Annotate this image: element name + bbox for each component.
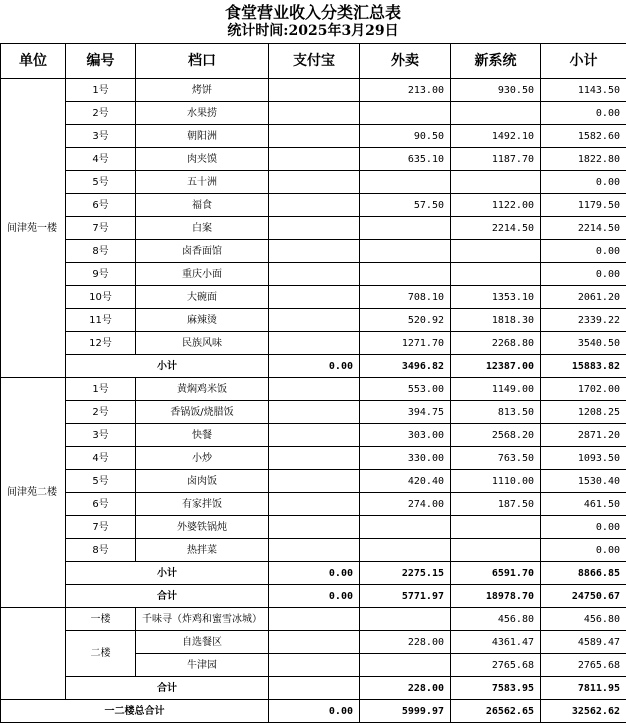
stall-name: 牛津园 <box>136 654 269 677</box>
alipay-value <box>269 493 360 516</box>
subtotal-row-floor2 <box>1 562 626 585</box>
table-row <box>1 401 626 424</box>
takeout-value <box>360 102 451 125</box>
table-row <box>1 309 626 332</box>
takeout-value: 553.00 <box>360 378 451 401</box>
takeout-value: 274.00 <box>360 493 451 516</box>
alipay-value <box>269 309 360 332</box>
header-row <box>1 44 626 79</box>
takeout-value <box>360 171 451 194</box>
row-number: 2号 <box>66 102 136 125</box>
alipay-value <box>269 263 360 286</box>
newsys-value: 2268.80 <box>451 332 541 355</box>
stall-name: 香锅饭/烧腊饭 <box>136 401 269 424</box>
table-row <box>1 447 626 470</box>
unit-cell-other <box>1 608 66 700</box>
subtotal-value: 1702.00 <box>541 378 626 401</box>
table-row <box>1 240 626 263</box>
table-row <box>1 263 626 286</box>
alipay-value <box>269 378 360 401</box>
col-header-takeout: 外卖 <box>360 44 451 79</box>
stall-name: 卤香面馆 <box>136 240 269 263</box>
newsys-grand-total: 26562.65 <box>451 700 541 723</box>
row-number: 6号 <box>66 493 136 516</box>
stall-name: 卤肉饭 <box>136 470 269 493</box>
grand-total-value: 32562.62 <box>541 700 626 723</box>
takeout-value <box>360 608 451 631</box>
subtotal-value: 461.50 <box>541 493 626 516</box>
newsys-value <box>451 240 541 263</box>
newsys-value: 187.50 <box>451 493 541 516</box>
table-row <box>1 102 626 125</box>
newsys-value <box>451 102 541 125</box>
stall-name: 水果捞 <box>136 102 269 125</box>
subtotal-value: 2765.68 <box>541 654 626 677</box>
stall-name: 朝阳洲 <box>136 125 269 148</box>
takeout-value: 520.92 <box>360 309 451 332</box>
table-row <box>1 516 626 539</box>
row-number: 1号 <box>66 79 136 102</box>
table-row <box>1 286 626 309</box>
stall-name: 小炒 <box>136 447 269 470</box>
newsys-value <box>451 539 541 562</box>
alipay-value <box>269 516 360 539</box>
newsys-value <box>451 263 541 286</box>
alipay-value <box>269 631 360 654</box>
stall-name: 肉夹馍 <box>136 148 269 171</box>
row-number: 4号 <box>66 447 136 470</box>
col-header-subtotal: 小计 <box>541 44 626 79</box>
row-number: 9号 <box>66 263 136 286</box>
stall-name: 烤饼 <box>136 79 269 102</box>
newsys-value: 930.50 <box>451 79 541 102</box>
alipay-value <box>269 539 360 562</box>
row-number: 10号 <box>66 286 136 309</box>
stall-name: 快餐 <box>136 424 269 447</box>
row-number: 6号 <box>66 194 136 217</box>
subtotal-value: 1582.60 <box>541 125 626 148</box>
stall-name: 五十洲 <box>136 171 269 194</box>
takeout-value: 228.00 <box>360 631 451 654</box>
subtotal-value: 1822.80 <box>541 148 626 171</box>
takeout-value: 90.50 <box>360 125 451 148</box>
alipay-value <box>269 401 360 424</box>
col-header-alipay: 支付宝 <box>269 44 360 79</box>
summary-table <box>0 43 626 723</box>
row-number: 12号 <box>66 332 136 355</box>
row-number: 8号 <box>66 539 136 562</box>
alipay-total: 0.00 <box>269 355 360 378</box>
newsys-value <box>451 516 541 539</box>
alipay-value <box>269 79 360 102</box>
newsys-value: 1353.10 <box>451 286 541 309</box>
stall-name: 大碗面 <box>136 286 269 309</box>
takeout-value <box>360 263 451 286</box>
alipay-value <box>269 148 360 171</box>
row-number: 3号 <box>66 125 136 148</box>
alipay-total: 0.00 <box>269 585 360 608</box>
takeout-value <box>360 539 451 562</box>
newsys-value: 1818.30 <box>451 309 541 332</box>
alipay-value <box>269 102 360 125</box>
col-header-unit: 单位 <box>1 44 66 79</box>
subtotal-label: 小计 <box>66 562 269 585</box>
table-row <box>1 631 626 654</box>
takeout-total: 5771.97 <box>360 585 451 608</box>
stall-name: 重庆小面 <box>136 263 269 286</box>
alipay-value <box>269 424 360 447</box>
table-row <box>1 493 626 516</box>
takeout-value <box>360 654 451 677</box>
takeout-total: 228.00 <box>360 677 451 700</box>
takeout-value: 303.00 <box>360 424 451 447</box>
row-total: 15883.82 <box>541 355 626 378</box>
row-number: 二楼 <box>66 631 136 677</box>
subtotal-value: 0.00 <box>541 539 626 562</box>
alipay-value <box>269 217 360 240</box>
subtotal-label: 小计 <box>66 355 269 378</box>
row-number: 7号 <box>66 516 136 539</box>
alipay-value <box>269 470 360 493</box>
table-row <box>1 79 626 102</box>
stall-name: 麻辣烫 <box>136 309 269 332</box>
subtotal-value: 2339.22 <box>541 309 626 332</box>
newsys-total: 7583.95 <box>451 677 541 700</box>
col-header-stall: 档口 <box>136 44 269 79</box>
subtotal-value: 2061.20 <box>541 286 626 309</box>
total-row-section2 <box>1 585 626 608</box>
newsys-value: 1492.10 <box>451 125 541 148</box>
stall-name: 福食 <box>136 194 269 217</box>
row-total: 24750.67 <box>541 585 626 608</box>
takeout-value: 330.00 <box>360 447 451 470</box>
subtotal-value: 1530.40 <box>541 470 626 493</box>
table-row <box>1 194 626 217</box>
unit-cell-floor1: 间津苑一楼 <box>1 79 66 378</box>
newsys-value: 4361.47 <box>451 631 541 654</box>
alipay-total <box>269 677 360 700</box>
subtotal-value: 1143.50 <box>541 79 626 102</box>
takeout-total: 2275.15 <box>360 562 451 585</box>
row-number: 5号 <box>66 171 136 194</box>
stall-name: 外婆铁锅炖 <box>136 516 269 539</box>
table-row <box>1 470 626 493</box>
newsys-value: 1110.00 <box>451 470 541 493</box>
row-number: 2号 <box>66 401 136 424</box>
alipay-value <box>269 654 360 677</box>
takeout-value <box>360 516 451 539</box>
alipay-total: 0.00 <box>269 562 360 585</box>
newsys-total: 6591.70 <box>451 562 541 585</box>
row-number: 5号 <box>66 470 136 493</box>
takeout-value: 708.10 <box>360 286 451 309</box>
newsys-value: 813.50 <box>451 401 541 424</box>
total-label: 合计 <box>66 585 269 608</box>
newsys-value: 456.80 <box>451 608 541 631</box>
row-number: 4号 <box>66 148 136 171</box>
table-row <box>1 148 626 171</box>
takeout-value: 635.10 <box>360 148 451 171</box>
row-total: 7811.95 <box>541 677 626 700</box>
alipay-grand-total: 0.00 <box>269 700 360 723</box>
newsys-value: 2765.68 <box>451 654 541 677</box>
grand-total-label: 一二楼总合计 <box>1 700 269 723</box>
subtotal-value: 2871.20 <box>541 424 626 447</box>
newsys-value: 2568.20 <box>451 424 541 447</box>
report-date: 统计时间:2025年3月29日 <box>0 22 626 41</box>
col-header-number: 编号 <box>66 44 136 79</box>
report-title: 食堂营业收入分类汇总表 <box>0 3 626 22</box>
takeout-value <box>360 217 451 240</box>
newsys-value <box>451 171 541 194</box>
takeout-value: 213.00 <box>360 79 451 102</box>
alipay-value <box>269 194 360 217</box>
alipay-value <box>269 608 360 631</box>
unit-cell-floor2: 间津苑二楼 <box>1 378 66 608</box>
takeout-total: 3496.82 <box>360 355 451 378</box>
row-number: 7号 <box>66 217 136 240</box>
takeout-value <box>360 240 451 263</box>
stall-name: 千味寻（炸鸡和蜜雪冰城） <box>136 608 269 631</box>
table-row <box>1 608 626 631</box>
newsys-value: 763.50 <box>451 447 541 470</box>
table-row <box>1 378 626 401</box>
stall-name: 自选餐区 <box>136 631 269 654</box>
newsys-total: 18978.70 <box>451 585 541 608</box>
total-label: 合计 <box>66 677 269 700</box>
table-row <box>1 332 626 355</box>
subtotal-value: 0.00 <box>541 516 626 539</box>
table-row <box>1 424 626 447</box>
subtotal-value: 4589.47 <box>541 631 626 654</box>
stall-name: 白案 <box>136 217 269 240</box>
stall-name: 热拌菜 <box>136 539 269 562</box>
newsys-value: 1187.70 <box>451 148 541 171</box>
stall-name: 有家拌饭 <box>136 493 269 516</box>
row-number: 一楼 <box>66 608 136 631</box>
takeout-value: 1271.70 <box>360 332 451 355</box>
alipay-value <box>269 332 360 355</box>
subtotal-value: 0.00 <box>541 171 626 194</box>
subtotal-value: 0.00 <box>541 263 626 286</box>
newsys-value: 1122.00 <box>451 194 541 217</box>
alipay-value <box>269 125 360 148</box>
takeout-value: 57.50 <box>360 194 451 217</box>
alipay-value <box>269 171 360 194</box>
takeout-value: 394.75 <box>360 401 451 424</box>
subtotal-value: 0.00 <box>541 102 626 125</box>
takeout-value: 420.40 <box>360 470 451 493</box>
newsys-value: 2214.50 <box>451 217 541 240</box>
row-number: 11号 <box>66 309 136 332</box>
subtotal-value: 2214.50 <box>541 217 626 240</box>
subtotal-value: 0.00 <box>541 240 626 263</box>
row-number: 1号 <box>66 378 136 401</box>
subtotal-value: 456.80 <box>541 608 626 631</box>
grand-total-row <box>1 700 626 723</box>
newsys-total: 12387.00 <box>451 355 541 378</box>
report-header <box>0 0 626 43</box>
subtotal-value: 3540.50 <box>541 332 626 355</box>
row-total: 8866.85 <box>541 562 626 585</box>
stall-name: 民族风味 <box>136 332 269 355</box>
table-row <box>1 217 626 240</box>
alipay-value <box>269 240 360 263</box>
stall-name: 黄焖鸡米饭 <box>136 378 269 401</box>
row-number: 8号 <box>66 240 136 263</box>
table-row <box>1 171 626 194</box>
subtotal-row-floor1 <box>1 355 626 378</box>
subtotal-value: 1208.25 <box>541 401 626 424</box>
newsys-value: 1149.00 <box>451 378 541 401</box>
alipay-value <box>269 447 360 470</box>
table-row <box>1 125 626 148</box>
table-row <box>1 539 626 562</box>
row-number: 3号 <box>66 424 136 447</box>
subtotal-value: 1093.50 <box>541 447 626 470</box>
col-header-newsys: 新系统 <box>451 44 541 79</box>
total-row-section3 <box>1 677 626 700</box>
alipay-value <box>269 286 360 309</box>
subtotal-value: 1179.50 <box>541 194 626 217</box>
takeout-grand-total: 5999.97 <box>360 700 451 723</box>
